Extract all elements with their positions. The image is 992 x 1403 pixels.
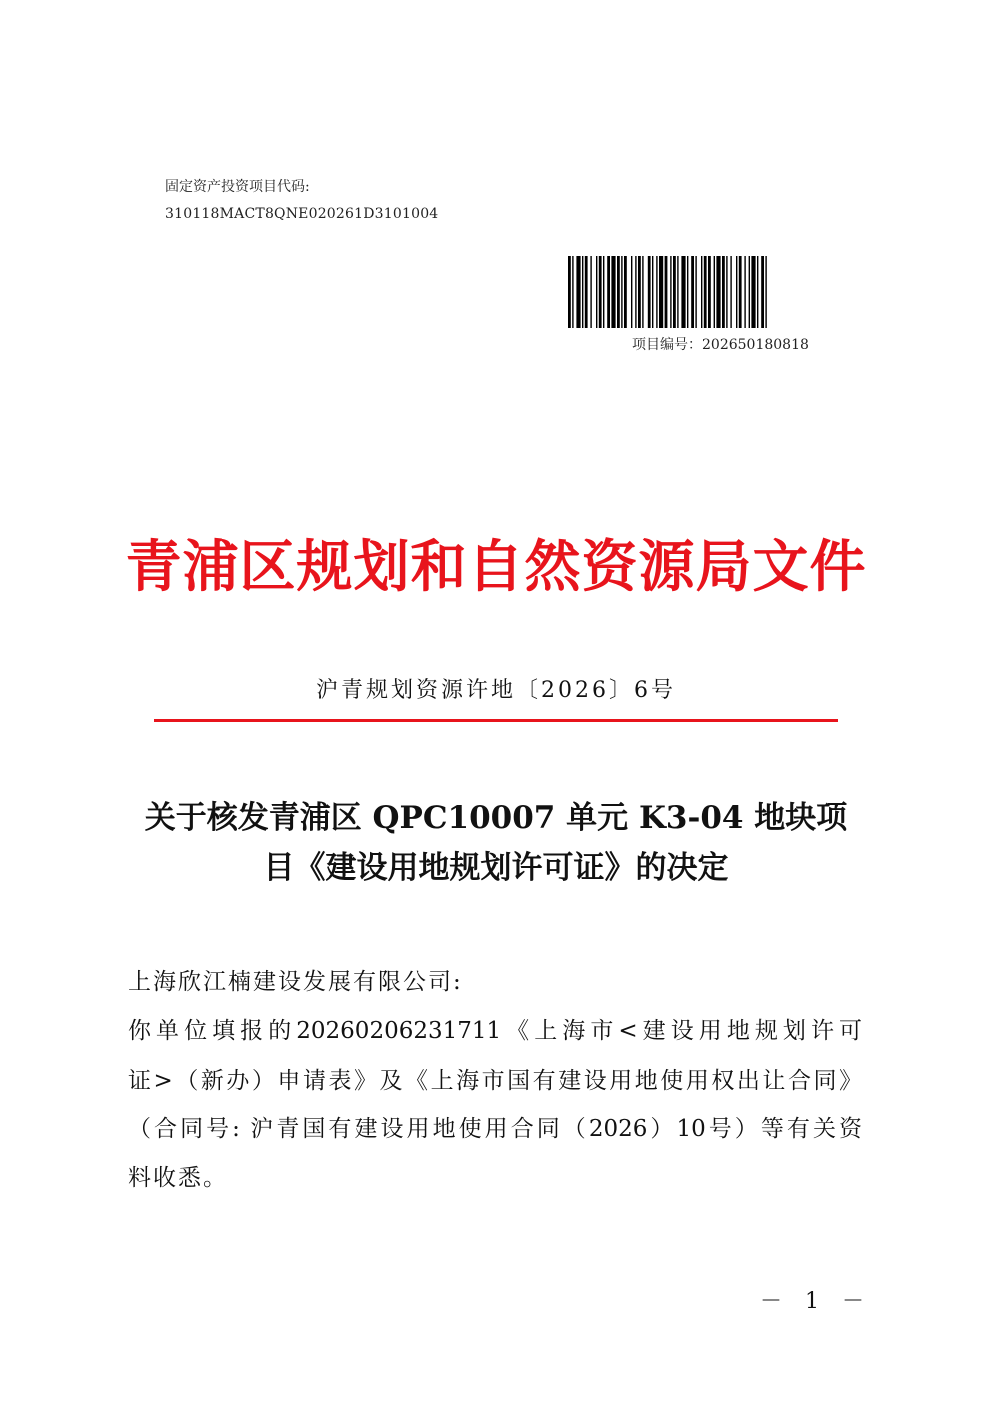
addressee: 上海欣江楠建设发展有限公司: bbox=[128, 969, 463, 995]
investment-code-label: 固定资产投资项目代码: bbox=[165, 179, 310, 195]
red-divider bbox=[154, 719, 838, 722]
issuer-title: 青浦区规划和自然资源局文件 bbox=[125, 535, 867, 600]
document-title-line-1: 关于核发青浦区 QPC10007 单元 K3-04 地块项 bbox=[144, 800, 848, 836]
body-paragraph-line: 料收悉。 bbox=[128, 1165, 228, 1191]
project-number: 项目编号：202650180818 bbox=[632, 337, 809, 353]
body-paragraph-line: 证>（新办）申请表》及《上海市国有建设用地使用权出让合同》 bbox=[128, 1068, 862, 1094]
document-number: 沪青规划资源许地〔2026〕6号 bbox=[316, 678, 676, 703]
body-paragraph-line: 你单位填报的20260206231711《上海市<建设用地规划许可 bbox=[128, 1018, 862, 1044]
investment-code: 310118MACT8QNE020261D3101004 bbox=[165, 206, 439, 222]
page-number: － 1 － bbox=[760, 1289, 872, 1314]
barcode-icon bbox=[568, 256, 828, 328]
body-paragraph-line: （合同号: 沪青国有建设用地使用合同（2026）10号）等有关资 bbox=[128, 1116, 862, 1142]
document-title-line-2: 目《建设用地规划许可证》的决定 bbox=[263, 850, 729, 886]
